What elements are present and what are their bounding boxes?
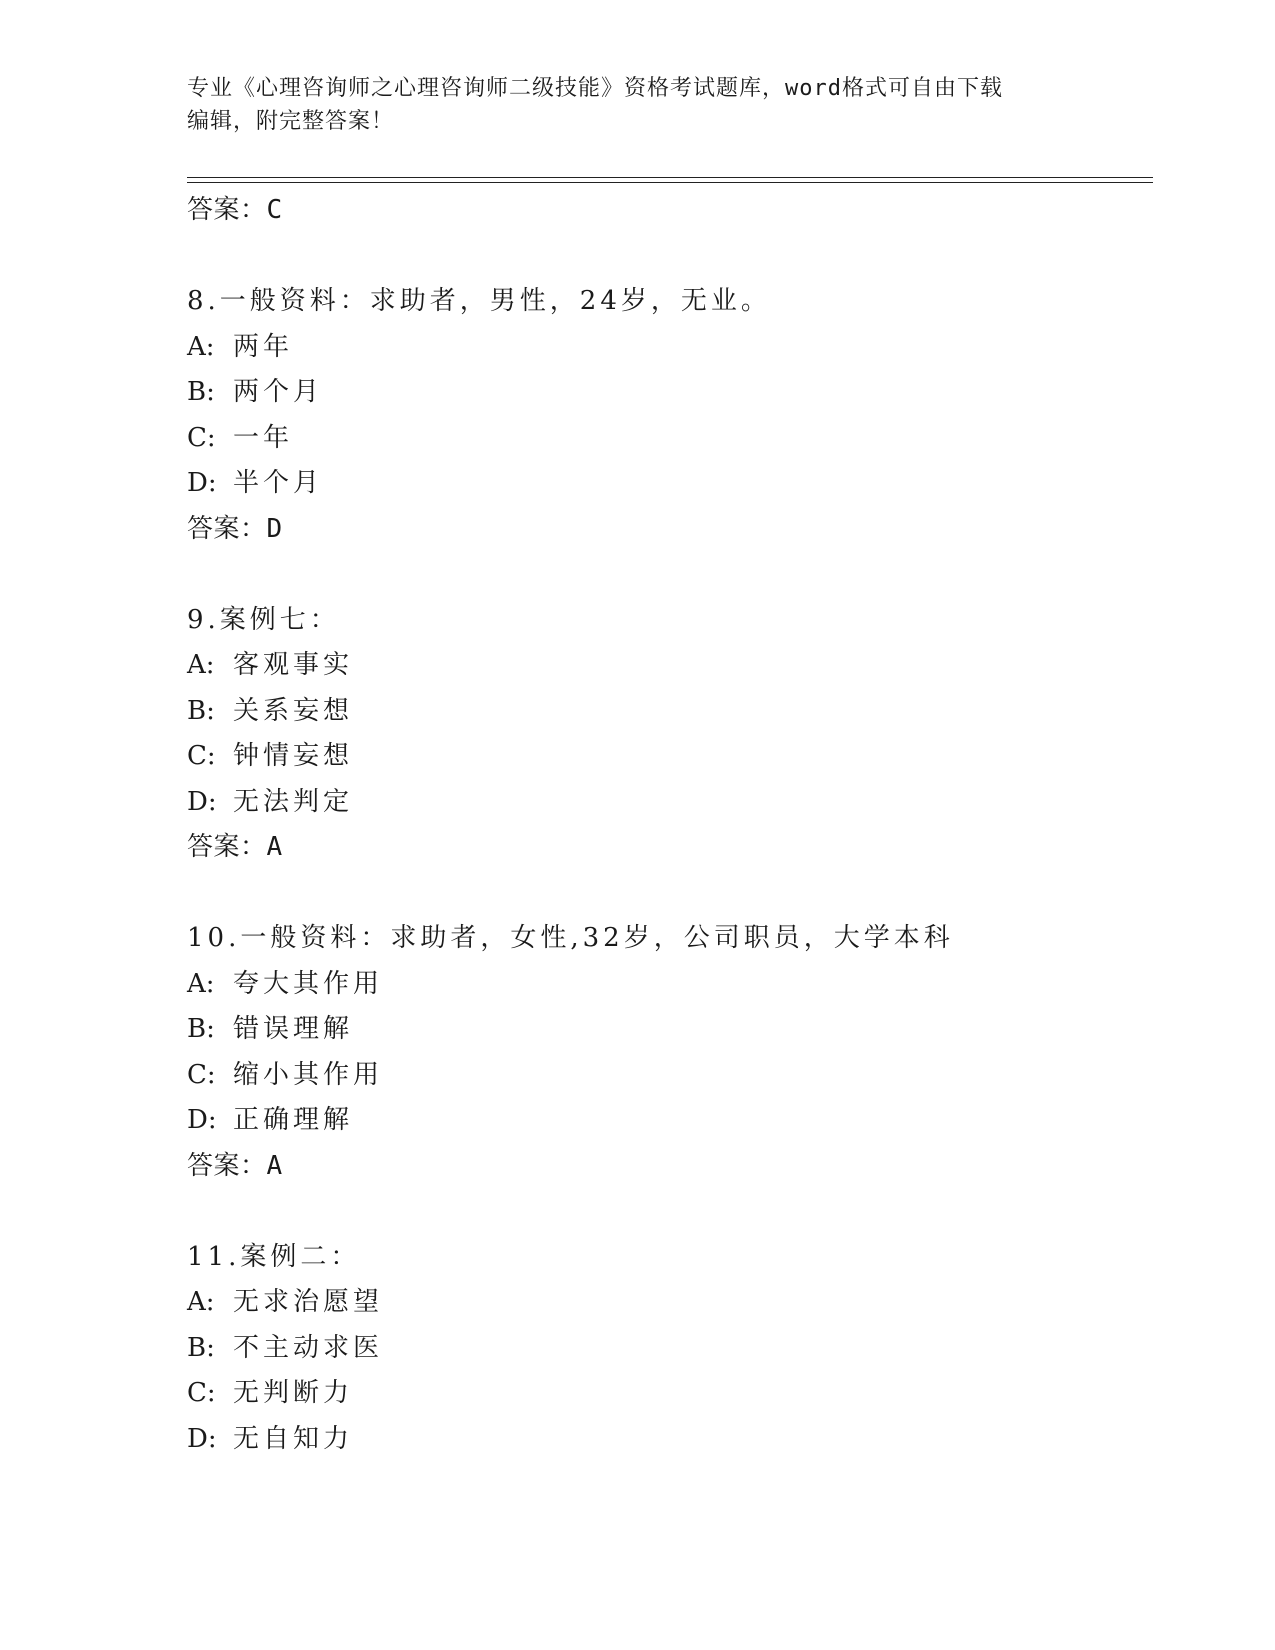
- option-letter: C:: [187, 1059, 216, 1090]
- option-text: 半个月: [233, 468, 324, 498]
- option-text: 正确理解: [233, 1105, 354, 1135]
- answer-line: 答案：D: [187, 513, 283, 544]
- option-letter: A:: [187, 331, 215, 362]
- option-text: 两个月: [233, 377, 324, 407]
- option-letter: B:: [187, 377, 215, 407]
- option-text: 不主动求医: [233, 1332, 384, 1363]
- spacer: [187, 1189, 1153, 1235]
- question-list: [187, 188, 1153, 1462]
- question-title: 11.案例二：: [187, 1241, 361, 1272]
- option-text: 钟情妄想: [233, 741, 354, 771]
- option-d: [187, 1098, 1153, 1144]
- document-header: [187, 72, 1087, 138]
- option-d: [187, 1417, 1153, 1463]
- header-divider-top: [187, 177, 1153, 178]
- option-text: 无法判定: [233, 786, 354, 817]
- spacer: [187, 552, 1153, 598]
- spacer: [187, 871, 1153, 917]
- option-text: 夸大其作用: [233, 968, 384, 999]
- option-letter: D:: [187, 1105, 217, 1135]
- answer-line: 答案：A: [187, 1150, 283, 1181]
- option-c: [187, 416, 1153, 462]
- option-a: [187, 1280, 1153, 1326]
- option-letter: D:: [187, 786, 217, 817]
- header-line-1: 专业《心理咨询师之心理咨询师二级技能》资格考试题库，word格式可自由下载: [187, 76, 1003, 101]
- option-letter: C:: [187, 741, 216, 771]
- option-letter: B:: [187, 695, 215, 726]
- option-text: 无判断力: [233, 1378, 354, 1408]
- answer-line: 答案：A: [187, 832, 283, 862]
- question-title: 9.案例七：: [187, 604, 340, 635]
- option-letter: B:: [187, 1014, 215, 1044]
- option-a: [187, 643, 1153, 689]
- option-b: [187, 1326, 1153, 1372]
- option-b: [187, 370, 1153, 416]
- option-letter: A:: [187, 968, 215, 999]
- option-letter: A:: [187, 650, 215, 680]
- option-letter: C:: [187, 422, 216, 453]
- spacer: [187, 234, 1153, 280]
- option-letter: D:: [187, 468, 217, 498]
- option-text: 错误理解: [233, 1014, 354, 1044]
- option-text: 缩小其作用: [233, 1059, 384, 1090]
- option-letter: C:: [187, 1378, 216, 1408]
- option-text: 一年: [233, 422, 294, 453]
- option-b: [187, 689, 1153, 735]
- option-text: 无自知力: [233, 1423, 354, 1454]
- option-a: [187, 962, 1153, 1008]
- header-line-2: 编辑，附完整答案！: [187, 109, 395, 134]
- option-c: [187, 1053, 1153, 1099]
- option-a: [187, 325, 1153, 371]
- question-title: 8.一般资料：求助者，男性，24岁，无业。: [187, 286, 771, 316]
- option-c: [187, 734, 1153, 780]
- question-title: 10.一般资料：求助者，女性,32岁，公司职员，大学本科: [187, 923, 954, 953]
- header-divider-bottom: [187, 182, 1153, 183]
- answer-line: 答案：C: [187, 195, 283, 225]
- option-text: 关系妄想: [233, 695, 354, 726]
- option-d: [187, 461, 1153, 507]
- option-letter: A:: [187, 1287, 215, 1317]
- option-text: 无求治愿望: [233, 1287, 384, 1317]
- option-text: 客观事实: [233, 650, 354, 680]
- option-d: [187, 780, 1153, 826]
- option-b: [187, 1007, 1153, 1053]
- option-letter: B:: [187, 1332, 215, 1363]
- option-c: [187, 1371, 1153, 1417]
- option-letter: D:: [187, 1423, 217, 1454]
- option-text: 两年: [233, 331, 294, 362]
